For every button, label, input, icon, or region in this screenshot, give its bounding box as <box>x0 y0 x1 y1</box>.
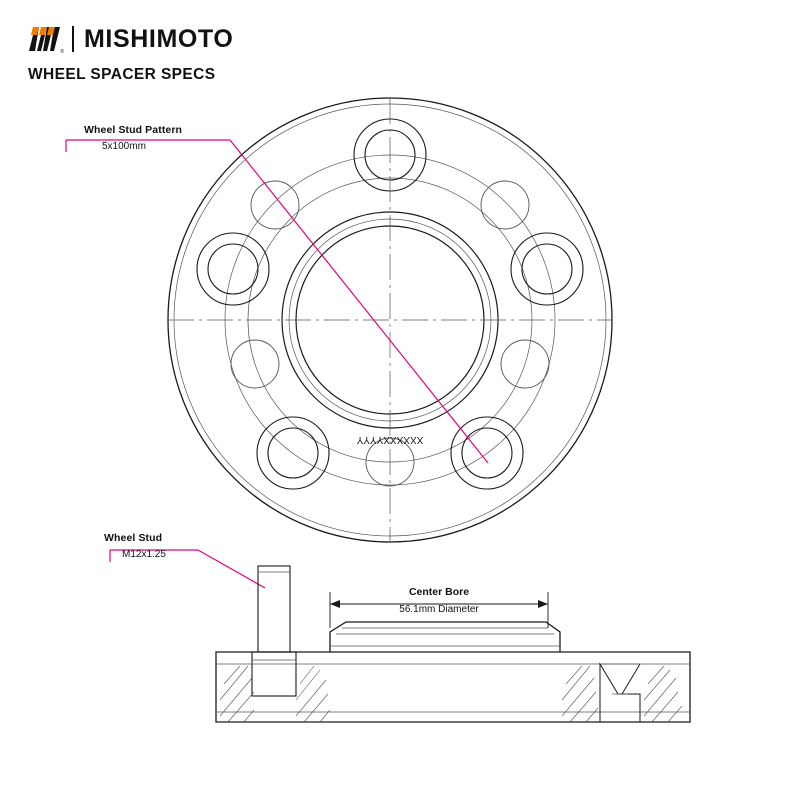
dimension-title: Center Bore <box>408 586 470 598</box>
hub-raised-outline <box>330 622 560 652</box>
stud-hole-inner <box>462 428 512 478</box>
brand-name: MISHIMOTO <box>84 24 234 53</box>
callout-wheel-stud <box>104 532 166 560</box>
spacer-body-section <box>216 622 690 722</box>
flange-outline <box>216 652 690 722</box>
stud-base <box>252 652 296 696</box>
registered-trademark-mark: ® <box>60 49 64 55</box>
lug-seat-pocket <box>600 664 640 722</box>
page-title: WHEEL SPACER SPECS <box>28 66 216 83</box>
dimension-center-bore <box>329 586 549 615</box>
bolt-pocket <box>251 181 299 229</box>
outer-diameter-circle <box>168 98 612 542</box>
front-face-view <box>168 98 612 542</box>
part-marking-text: XXXXXXYYYY <box>356 434 424 445</box>
callout-title: Wheel Stud Pattern <box>84 124 183 136</box>
callout-wheel-stud-pattern <box>84 124 182 152</box>
wheel-stud-profile <box>252 566 296 696</box>
section-hatch-left <box>220 666 330 722</box>
callout-title: Wheel Stud <box>104 532 163 544</box>
dimension-value: 56.1mm Diameter <box>399 604 479 615</box>
callout-value: M12x1.25 <box>122 549 166 560</box>
leader-diagonal <box>230 140 488 463</box>
callout-value: 5x100mm <box>102 141 146 152</box>
leader-diagonal <box>198 550 265 588</box>
bolt-pocket <box>481 181 529 229</box>
stud-shank <box>258 566 290 652</box>
stud-hole-inner <box>268 428 318 478</box>
